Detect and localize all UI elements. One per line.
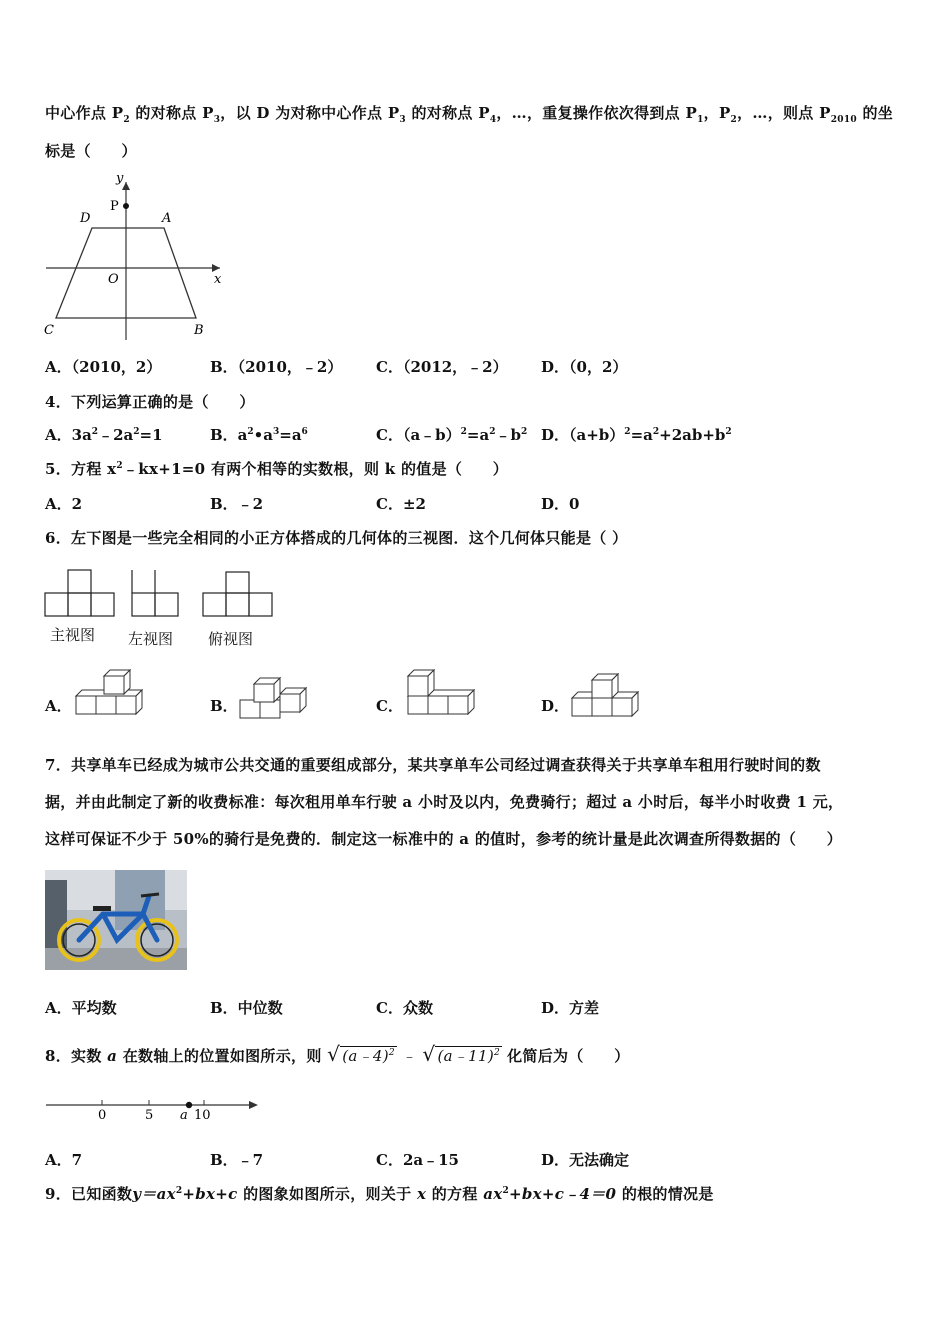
q6-option-a[interactable]: A．	[45, 697, 72, 715]
label-b: B	[194, 323, 204, 338]
q6-option-a-figure[interactable]	[74, 668, 148, 718]
top-view-label: 俯视图	[208, 630, 254, 648]
tick-a: a	[180, 1108, 188, 1123]
q8-option-a[interactable]: A．7	[45, 1151, 83, 1169]
q5-option-b[interactable]: B．﹣2	[210, 495, 264, 513]
q8-stem: 8．实数 a 在数轴上的位置如图所示，则 √ (a﹣4)$^2$ ﹣ √ (a﹣11)$^2$ 化简后为（ ）	[45, 1042, 630, 1066]
q3-option-a[interactable]: A．（2010，2）	[45, 358, 162, 376]
q6-option-b[interactable]: B．	[210, 697, 238, 715]
q5-option-d[interactable]: D．0	[541, 495, 580, 513]
front-view	[45, 570, 114, 616]
label-c: C	[44, 323, 54, 338]
tick-0: 0	[98, 1108, 107, 1123]
left-view-label: 左视图	[128, 630, 174, 648]
q3-stem-line2: 标是（ ）	[45, 142, 137, 160]
q7-shared-bike-photo	[45, 870, 187, 970]
point-p	[123, 203, 129, 209]
q3-trapezoid-figure	[44, 170, 226, 342]
q6-three-views	[44, 568, 284, 620]
q7-option-a[interactable]: A．平均数	[45, 999, 117, 1017]
label-x: x	[214, 272, 222, 287]
q4-option-b[interactable]: B．$a^2•a^3=a^6$	[210, 426, 308, 444]
q4-option-c[interactable]: C．$(a﹣b)^2=a^2﹣b^2$	[376, 426, 528, 444]
q8-option-c[interactable]: C．2a﹣15	[376, 1151, 459, 1169]
tick-10: 10	[194, 1108, 211, 1123]
q7-option-d[interactable]: D．方差	[541, 999, 600, 1017]
label-p: P	[110, 199, 119, 214]
q7-option-b[interactable]: B．中位数	[210, 999, 283, 1017]
label-a: A	[162, 211, 172, 226]
q9-stem: 9．已知函数$y=ax^2+bx+c$ 的图象如图所示，则关于 x 的方程 $ax^2+bx+c﹣4=0$ 的根的情况是	[45, 1185, 714, 1203]
q3-option-c[interactable]: C．（2012，﹣2）	[376, 358, 508, 376]
q5-option-a[interactable]: A．2	[45, 495, 83, 513]
left-view	[132, 570, 178, 616]
q6-option-d-figure[interactable]	[570, 672, 644, 720]
q7-option-c[interactable]: C．众数	[376, 999, 433, 1017]
q3-stem-line1: 中心作点 $P_2$ 的对称点 $P_3$，以 D 为对称中心作点 $P_3$ 的对称点 $P_4$，…，重复操作依次得到点 $P_1$，$P_2$，…，则点 $P_{2010}$ 的坐	[45, 104, 894, 125]
q4-stem: 4．下列运算正确的是（ ）	[45, 393, 255, 411]
q7-stem-line2: 据，并由此制定了新的收费标准：每次租用单车行驶 a 小时及以内，免费骑行；超过 a 小时后，每半小时收费 1 元，	[45, 793, 844, 811]
label-o: O	[108, 272, 119, 287]
top-view	[203, 572, 272, 616]
q6-option-c[interactable]: C．	[376, 697, 403, 715]
q6-stem: 6．左下图是一些完全相同的小正方体搭成的几何体的三视图．这个几何体只能是（ ）	[45, 529, 628, 547]
q4-option-a[interactable]: A．$3a^2﹣2a^2=1$	[45, 426, 163, 444]
q7-stem-line1: 7．共享单车已经成为城市公共交通的重要组成部分，某共享单车公司经过调查获得关于共享单车租用行驶时间的数	[45, 756, 821, 774]
q8-number-line	[44, 1094, 264, 1124]
label-d: D	[80, 211, 91, 226]
q6-option-d[interactable]: D．	[541, 697, 570, 715]
q8-option-b[interactable]: B．﹣7	[210, 1151, 264, 1169]
q4-option-d[interactable]: D．$(a+b)^2=a^2+2ab+b^2$	[541, 426, 732, 444]
tick-5: 5	[145, 1108, 154, 1123]
q5-stem: 5．方程 $x^2﹣kx+1=0$ 有两个相等的实数根，则 k 的值是（ ）	[45, 460, 509, 478]
q7-stem-line3: 这样可保证不少于 50%的骑行是免费的．制定这一标准中的 a 的值时，参考的统计量是此次调查所得数据的（ ）	[45, 830, 843, 848]
front-view-label: 主视图	[50, 626, 96, 644]
q3-option-b[interactable]: B．（2010，﹣2）	[210, 358, 343, 376]
label-y: y	[116, 171, 124, 186]
q6-option-b-figure[interactable]	[238, 676, 312, 720]
q5-option-c[interactable]: C．±2	[376, 495, 426, 513]
q3-option-d[interactable]: D．（0，2）	[541, 358, 628, 376]
q6-option-c-figure[interactable]	[404, 668, 478, 718]
q8-option-d[interactable]: D．无法确定	[541, 1151, 630, 1169]
